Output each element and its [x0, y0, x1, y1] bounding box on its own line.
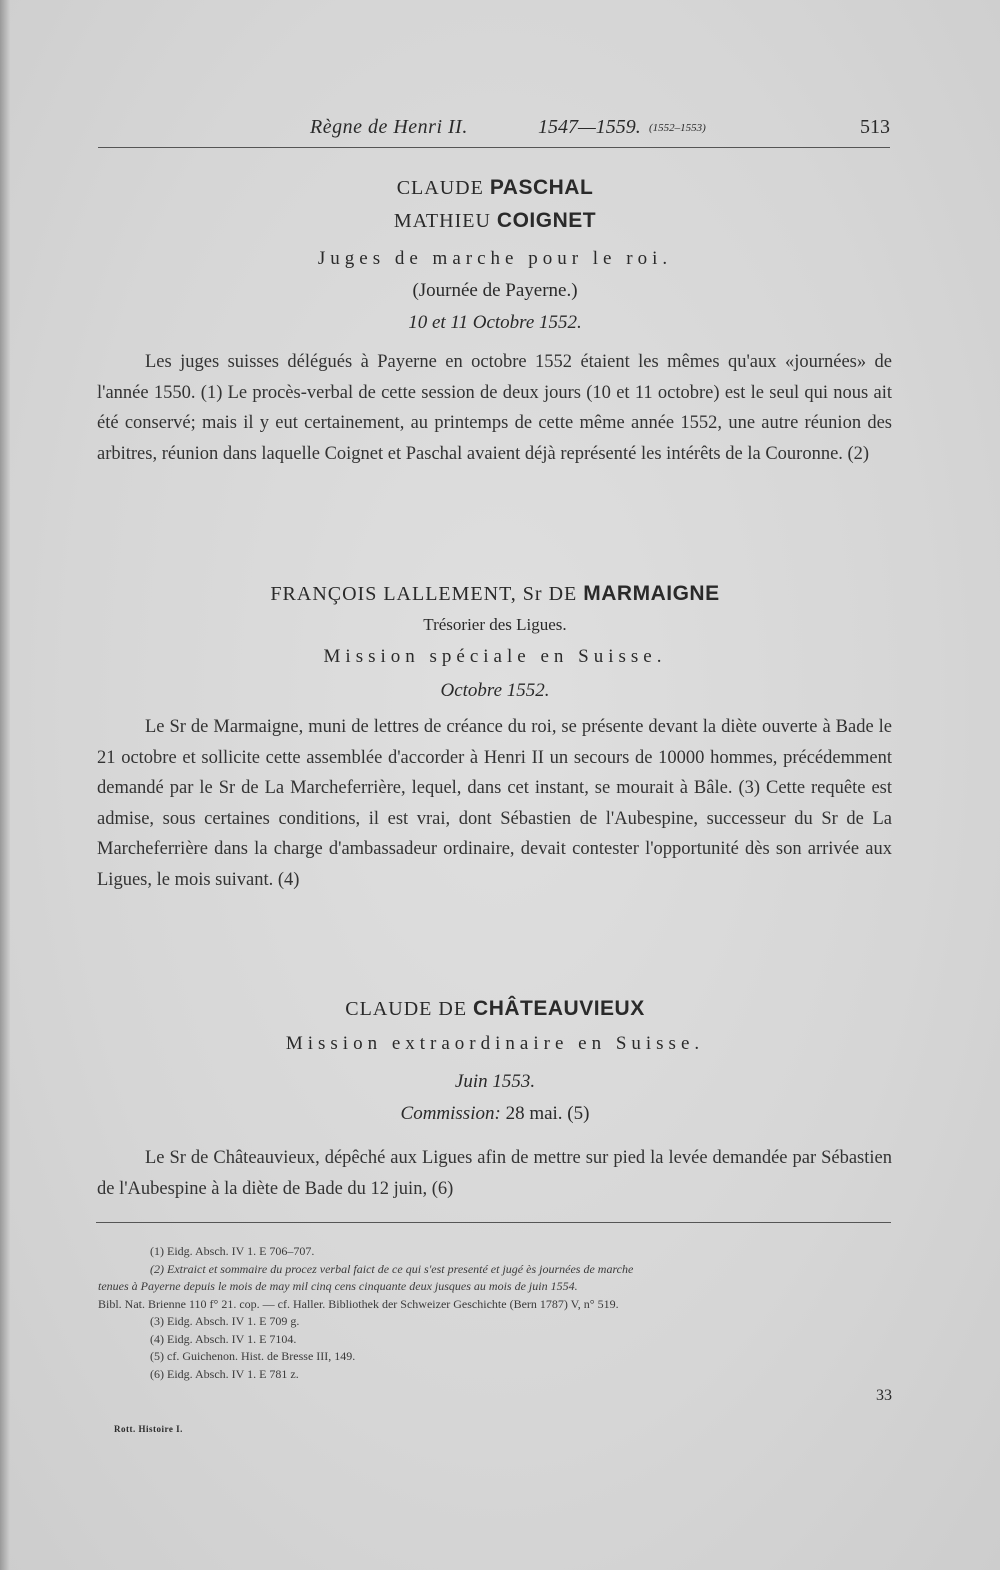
running-head-title: Règne de Henri II.: [310, 116, 468, 138]
section1-name-line2: MATHIEU COIGNET: [393, 209, 597, 232]
footnote-4: (4) Eidg. Absch. IV 1. E 7104.: [150, 1331, 297, 1346]
commission-value: 28 mai. (5): [505, 1103, 590, 1124]
section1-paragraph: Les juges suisses délégués à Payerne en octobre 1552 étaient les mêmes qu'aux «journées» de l'année 1550. (1) Le procès-verbal de cette session de deux jours (10 et 11 octobre) est le seul qui nous ait été conservé; mais il y eut certainement, au printemps de cette même année 1552, une autre réunion des arbitres, réunion dans laquelle Coignet et Paschal avaient déjà représenté les intérêts de la Couronne. (2): [97, 352, 892, 464]
section3-mission: Mission extraordinaire en Suisse.: [285, 1033, 705, 1054]
signature-mark: 33: [876, 1387, 892, 1404]
footnotes: [98, 1243, 893, 1383]
section1-date: 10 et 11 Octobre 1552.: [408, 312, 582, 333]
commission-label: Commission:: [400, 1103, 501, 1124]
imprint: Rott. Histoire I.: [114, 1424, 183, 1434]
section3-paragraph: Le Sr de Châteauvieux, dépêché aux Ligues afin de mettre sur pied la levée demandée par Sébastien de l'Aubespine à la diète de Bade du 12 juin, (6): [97, 1148, 892, 1199]
section3-date: Juin 1553.: [454, 1071, 536, 1092]
footnote-3: (3) Eidg. Absch. IV 1. E 709 g.: [150, 1314, 300, 1328]
page-spine-shadow: [0, 0, 10, 1570]
section1-name-line1: CLAUDE PASCHAL: [396, 176, 594, 199]
section2-mission: Mission spéciale en Suisse.: [323, 646, 667, 667]
header-rule: [98, 147, 890, 148]
section2-paragraph: Le Sr de Marmaigne, muni de lettres de créance du roi, se présente devant la diète ouverte à Bade le 21 octobre et sollicite cette assemblée d'accorder à Henri II un secours de 10000 hommes, précédemment demandé par le Sr de La Marcheferrière, lequel, dans cet instant, se mourait à Bâle. (3) Cette requête est admise, sous certaines conditions, il est vrai, dont Sébastien de l'Aubespine, successeur du Sr de La Marcheferrière dans la charge d'ambassadeur ordinaire, devait contester l'opportunité dès son arrivée aux Ligues, le mois suivant. (4): [97, 717, 892, 890]
running-head-subyears: (1552–1553): [649, 122, 706, 134]
footnote-5: (5) cf. Guichenon. Hist. de Bresse III, 149.: [150, 1349, 356, 1363]
page-number: 513: [860, 116, 890, 138]
footnote-2-source: Bibl. Nat. Brienne 110 f° 21. cop. — cf. Haller. Bibliothek der Schweizer Geschichte (Bern 1787) V, n° 519.: [98, 1296, 619, 1311]
section1-role: Juges de marche pour le roi.: [317, 248, 673, 269]
section2-role: Trésorier des Ligues.: [423, 615, 567, 634]
section2-name: FRANÇOIS LALLEMENT, Sr DE MARMAIGNE: [270, 582, 720, 605]
footnote-rule: [96, 1222, 891, 1223]
running-head-years: 1547—1559.: [538, 116, 641, 138]
footnote-6: (6) Eidg. Absch. IV 1. E 781 z.: [150, 1366, 299, 1381]
footnote-2: (2) Extraict et sommaire du procez verbal faict de ce qui s'est presenté et jugé ès journées de marche: [150, 1261, 634, 1276]
section2-date: Octobre 1552.: [440, 680, 550, 701]
section3-commission: [100, 1103, 890, 1125]
footnote-1: (1) Eidg. Absch. IV 1. E 706–707.: [150, 1244, 315, 1258]
footnote-2-cont: tenues à Payerne depuis le mois de may mil cinq cens cinquante deux jusques au mois de juin 1554.: [98, 1279, 578, 1293]
section1-occasion: (Journée de Payerne.): [412, 280, 578, 301]
running-head: [100, 116, 890, 146]
section3-name: CLAUDE DE CHÂTEAUVIEUX: [345, 997, 645, 1020]
